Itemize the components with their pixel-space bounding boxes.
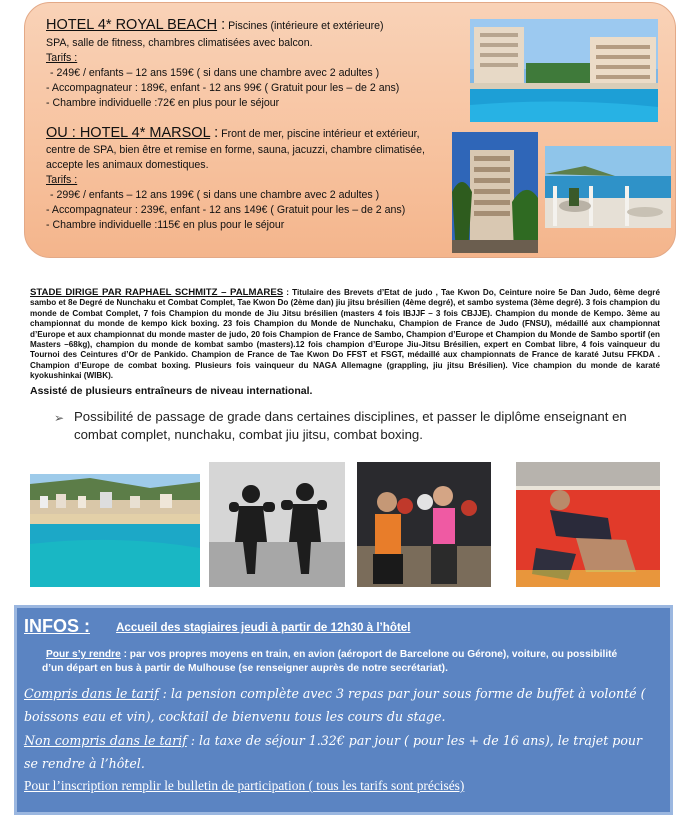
hotel2-amenities-a: Front de mer, piscine intérieur et extérieur, bbox=[218, 128, 420, 140]
hotel2-amenities-c: accepte les animaux domestiques. bbox=[46, 159, 209, 171]
bullet-arrow-icon: ➢ bbox=[54, 411, 65, 425]
infos-non-compris-label: Non compris dans le tarif bbox=[24, 733, 187, 748]
hotel2-title: OU : HOTEL 4* MARSOL bbox=[46, 125, 211, 141]
palmares-heading: STADE DIRIGE PAR RAPHAEL SCHMITZ – PALMARES bbox=[30, 287, 284, 298]
hotel2-price-1: - 299€ / enfants – 12 ans 199€ ( si dans une chambre avec 2 adultes ) bbox=[50, 189, 380, 201]
grappling-photo bbox=[516, 462, 660, 587]
infos-compris-label: Compris dans le tarif bbox=[24, 686, 159, 701]
marsol-hotel-facade-photo bbox=[452, 132, 538, 253]
hotel1-title: HOTEL 4* ROYAL BEACH bbox=[46, 17, 218, 33]
infos-compris-2: boissons eau et vin), cocktail de bienvenu tous les cours du stage. bbox=[24, 709, 446, 724]
infos-sy-rendre-2: d’un départ en bus à partir de Mulhouse (se renseigner auprès de notre secrétariat). bbox=[42, 663, 448, 674]
infos-sy-rendre-label: Pour s’y rendre bbox=[46, 649, 121, 660]
infos-sy-rendre-line-1 bbox=[46, 649, 617, 660]
hotel1-heading bbox=[46, 16, 384, 34]
hotel1-amenities-b: SPA, salle de fitness, chambres climatisées avec balcon. bbox=[46, 37, 313, 49]
hotel1-price-1: - 249€ / enfants – 12 ans 159€ ( si dans une chambre avec 2 adultes ) bbox=[50, 67, 380, 79]
palmares-body: Titulaire des Brevets d’Etat de judo , Tae Kwon Do, Ceinture noire 5e Dan Judo, 6ème degré sambo et 8e Degré de Nunchaku et Combat Complet, Tae Kwon Do (2ème dan) jiu jitsu brésilien (4ème degré), et sambo systema (3ème degré). 3 fois champion du monde de Combat Complet, 7 fois Champion du monde de Jiu Jitsu brésilien (masters 4 fois IBJJF – 3 fois CBJJE). Champion du monde de Kempo. 3ème au championnat du monde de kempo kick boxing. 23 fois Champion du Monde de Nunchaku, Champion de France de Judo (FNSU), médaillé aux championnat d’Europe et aux championnat du monde master de judo, 20 fois Champion de France de Sambo, Champion d’Europe et Champion du Monde de Sambo sportif (en Masters –68kg), champion du monde de kombat sambo (masters).12 fois champion d’Europe Jiu-Jitsu Brésilien, expert en Combat libre, 4 fois vainqueur du Tournoi des Ceintures d’Or de Pankido. Champion de France de Tae Kwon Do FFST et FSGT, médaillé aux championnats de France de karaté Jutsu FFKDA . Champion d’Europe de combat boxing. Plusieurs fois vainqueur du NAGA Allemagne (grappling, jiu jitsu Brésilien). Vice champion du monde de karaté kyokushinkai (WIBK). bbox=[30, 288, 660, 381]
hotel1-price-3: - Chambre individuelle :72€ en plus pour le séjour bbox=[46, 97, 280, 109]
infos-non-compris-1: : la taxe de séjour 1.32€ par jour ( pour les + de 16 ans), le trajet pour bbox=[186, 733, 643, 748]
royal-beach-hotel-photo bbox=[470, 19, 658, 122]
infos-compris-1: : la pension complète avec 3 repas par jour sous forme de buffet à volonté ( bbox=[158, 686, 646, 701]
marsol-sea-view-photo bbox=[545, 146, 671, 228]
grade-bullet bbox=[54, 408, 664, 444]
hotel1-tarifs-label: Tarifs : bbox=[46, 52, 78, 64]
hotel2-amenities-b: centre de SPA, bien être et remise en forme, sauna, jacuzzi, chambre climatisée, bbox=[46, 144, 426, 156]
hotel2-tarifs-label: Tarifs : bbox=[46, 174, 78, 186]
infos-accueil: Accueil des stagiaires jeudi à partir de 12h30 à l’hôtel bbox=[116, 621, 411, 634]
bullet-text: Possibilité de passage de grade dans certaines disciplines, et passer le diplôme enseignant en combat complet, nunchaku, combat jiu jitsu, combat boxing. bbox=[74, 409, 627, 442]
infos-title: INFOS : bbox=[24, 616, 90, 636]
infos-compris-line-1 bbox=[24, 686, 646, 701]
hotel2-title-sep: : bbox=[210, 125, 219, 141]
infos-non-compris-2: se rendre à l’hôtel. bbox=[24, 756, 145, 771]
hotel1-amenities-a: Piscines (intérieure et extérieure) bbox=[225, 20, 384, 32]
palmares-heading-sep: : bbox=[283, 288, 290, 297]
hotel2-price-3: - Chambre individuelle :115€ en plus pour le séjour bbox=[46, 219, 285, 231]
hotel2-heading bbox=[46, 124, 420, 142]
palmares-assist: Assisté de plusieurs entraîneurs de niveau international. bbox=[30, 385, 313, 397]
beach-town-photo bbox=[30, 474, 200, 587]
infos-non-compris-line-1 bbox=[24, 733, 642, 748]
boxing-training-photo bbox=[357, 462, 491, 587]
infos-inscription: Pour l’inscription remplir le bulletin de participation ( tous les tarifs sont précisés) bbox=[24, 778, 465, 793]
fighters-silhouette-photo bbox=[209, 462, 345, 587]
hotel1-title-sep: : bbox=[217, 17, 226, 33]
hotel1-price-2: - Accompagnateur : 189€, enfant - 12 ans 99€ ( Gratuit pour les – de 2 ans) bbox=[46, 82, 400, 94]
coach-palmares bbox=[30, 288, 660, 382]
infos-sy-rendre-1: : par vos propres moyens en train, en avion (aéroport de Barcelone ou Gérone), voiture, ou possibilité bbox=[120, 649, 618, 660]
hotel2-price-2: - Accompagnateur : 239€, enfant - 12 ans 149€ ( Gratuit pour les – de 2 ans) bbox=[46, 204, 406, 216]
